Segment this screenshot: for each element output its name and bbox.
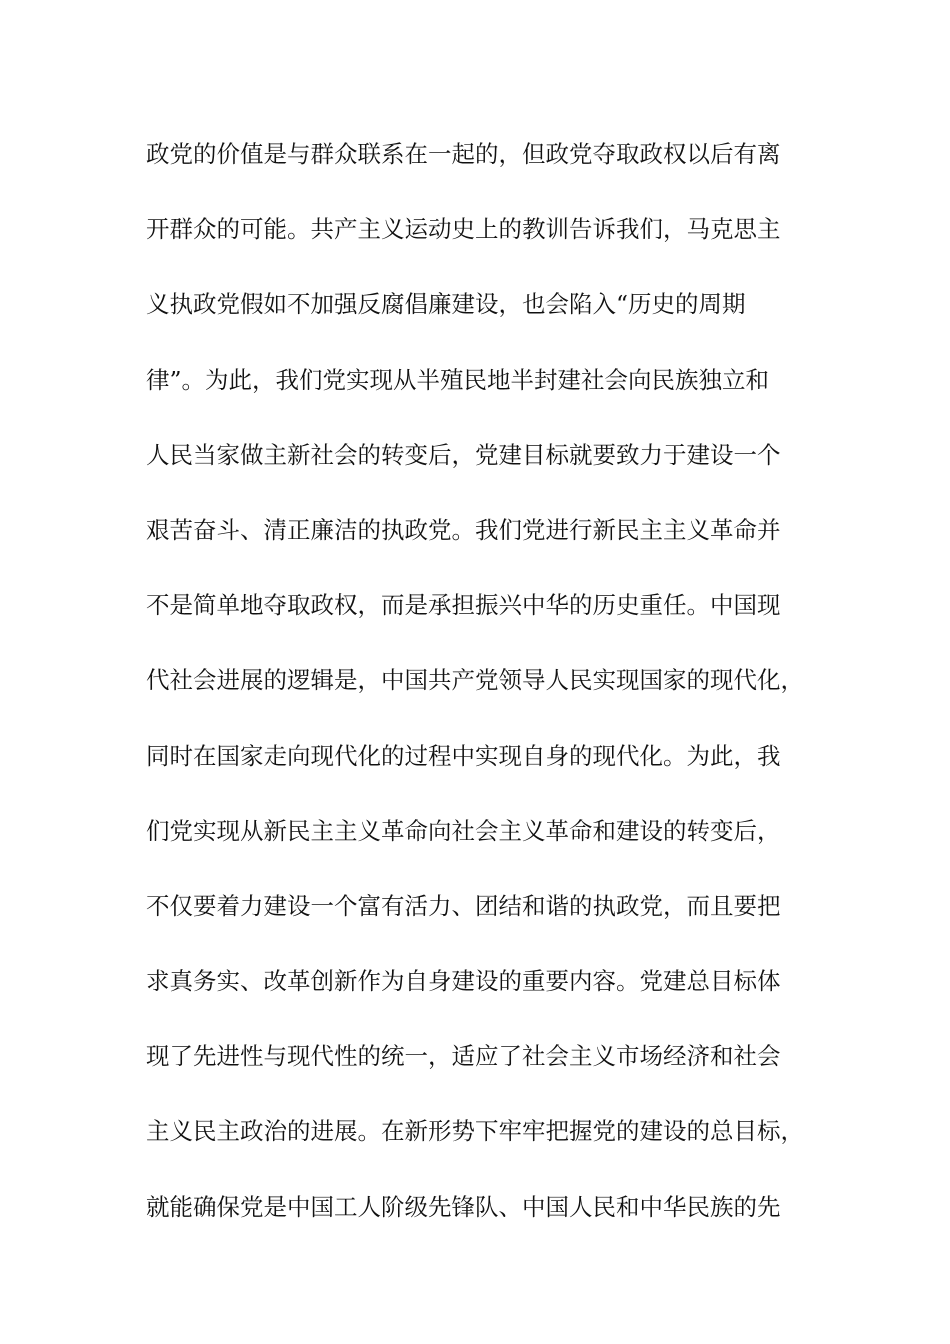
body-text (146, 133, 826, 1261)
text-line: 主义民主政治的进展。在新形势下牢牢把握党的建设的总目标， (146, 1117, 804, 1146)
text-line: 求真务实、改革创新作为自身建设的重要内容。党建总目标体 (146, 967, 781, 996)
text-line: 不是简单地夺取政权，而是承担振兴中华的历史重任。中国现 (146, 591, 781, 620)
text-line: 律”。为此，我们党实现从半殖民地半封建社会向民族独立和 (146, 365, 770, 394)
text-line: 们党实现从新民主主义革命向社会主义革命和建设的转变后， (146, 816, 781, 845)
text-line: 现了先进性与现代性的统一，适应了社会主义市场经济和社会 (146, 1042, 781, 1071)
text-line: 艰苦奋斗、清正廉洁的执政党。我们党进行新民主主义革命并 (146, 515, 781, 544)
text-line: 政党的价值是与群众联系在一起的，但政党夺取政权以后有离 (146, 140, 781, 168)
text-line: 人民当家做主新社会的转变后，党建目标就要致力于建设一个 (146, 440, 781, 469)
text-line: 不仅要着力建设一个富有活力、团结和谐的执政党，而且要把 (146, 891, 781, 920)
text-line: 开群众的可能。共产主义运动史上的教训告诉我们，马克思主 (146, 215, 781, 244)
text-line: 代社会进展的逻辑是，中国共产党领导人民实现国家的现代化， (146, 666, 804, 695)
text-line: 义执政党假如不加强反腐倡廉建设，也会陷入“历史的周期 (146, 290, 746, 319)
text-line: 就能确保党是中国工人阶级先锋队、中国人民和中华民族的先 (146, 1192, 781, 1221)
text-line: 同时在国家走向现代化的过程中实现自身的现代化。为此，我 (146, 741, 781, 770)
